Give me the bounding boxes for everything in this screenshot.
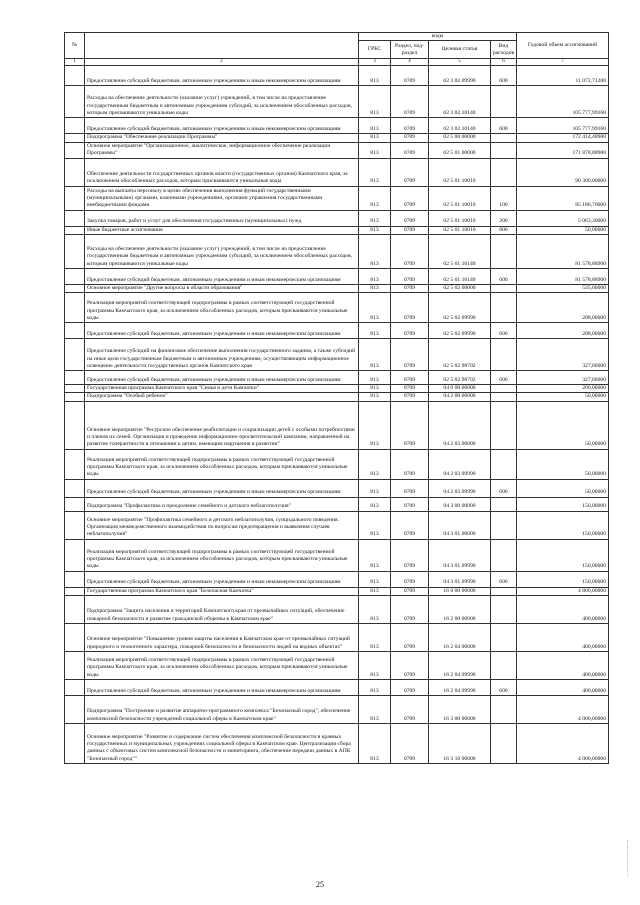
row-target-cell: 02 5 01 10010 bbox=[429, 158, 491, 186]
row-exptype-cell: 600 bbox=[491, 323, 517, 339]
margin-mark bbox=[627, 840, 629, 876]
row-exptype-cell bbox=[491, 696, 517, 724]
row-amount-cell: 327,60000 bbox=[517, 339, 609, 371]
page-number: 25 bbox=[316, 880, 324, 889]
row-target-cell: 04 2 03 00000 bbox=[429, 401, 491, 449]
colnum-3: 3 bbox=[359, 59, 391, 66]
row-name-cell: Обеспечение деятельности государственных органов власти (государственных органов) Камчатского края, за исключением обособленных расходов, которым присваиваются уникальные коды bbox=[85, 158, 359, 186]
row-grbs-cell: 813 bbox=[359, 210, 391, 226]
table-row bbox=[65, 449, 609, 479]
row-target-cell: 04 3 01 00000 bbox=[429, 511, 491, 539]
row-number-cell bbox=[65, 596, 85, 624]
row-amount-cell: 81 578,88900 bbox=[517, 268, 609, 284]
table-body bbox=[65, 66, 609, 764]
row-amount-cell: 4 000,00000 bbox=[517, 724, 609, 764]
row-name-cell: Предоставление субсидий бюджетным, автономным учреждениям и иным некоммерческим организациям bbox=[85, 268, 359, 284]
row-grbs-cell: 813 bbox=[359, 401, 391, 449]
row-exptype-cell: 600 bbox=[491, 268, 517, 284]
table-row bbox=[65, 401, 609, 449]
row-grbs-cell: 813 bbox=[359, 652, 391, 680]
colnum-6: 6 bbox=[491, 59, 517, 66]
row-section-cell: 0709 bbox=[391, 66, 429, 86]
row-exptype-cell bbox=[491, 401, 517, 449]
table-row bbox=[65, 385, 609, 393]
row-target-cell: 16 3 00 00000 bbox=[429, 696, 491, 724]
row-number-cell bbox=[65, 401, 85, 449]
row-amount-cell: 4 800,00000 bbox=[517, 587, 609, 595]
row-name-cell: Подпрограмма "Обеспечение реализации Программы" bbox=[85, 134, 359, 142]
row-name-cell: Основное мероприятие "Профилактика семейного и детского неблагополучия, суицидального поведения. Организация межведомственного взаимодействия по вопросам предотвращения и выявления случаев неблагополучия" bbox=[85, 511, 359, 539]
row-number-cell bbox=[65, 511, 85, 539]
row-name-cell: Предоставление субсидий бюджетным, автономным учреждениям и иным некоммерческим организациям bbox=[85, 680, 359, 696]
row-section-cell: 0709 bbox=[391, 371, 429, 385]
row-section-cell: 0709 bbox=[391, 323, 429, 339]
table-row bbox=[65, 624, 609, 652]
row-name-cell: Основное мероприятие "Повышение уровня защиты населения в Камчатском крае от чрезвычайных ситуаций природного и техногенного характера, пожарной безопасности и безопасности людей на водных объектах" bbox=[85, 624, 359, 652]
row-target-cell: 02 3 02 10140 bbox=[429, 118, 491, 134]
row-amount-cell: 327,60000 bbox=[517, 371, 609, 385]
row-target-cell: 16 2 04 00000 bbox=[429, 624, 491, 652]
row-amount-cell: 5 063,30000 bbox=[517, 210, 609, 226]
row-number-cell bbox=[65, 497, 85, 511]
row-section-cell: 0709 bbox=[391, 680, 429, 696]
row-exptype-cell: 600 bbox=[491, 371, 517, 385]
row-exptype-cell bbox=[491, 234, 517, 268]
row-target-cell: 02 5 01 00000 bbox=[429, 142, 491, 158]
colnum-4: 4 bbox=[391, 59, 429, 66]
row-amount-cell: 150,00000 bbox=[517, 497, 609, 511]
table-row bbox=[65, 284, 609, 292]
table-row bbox=[65, 268, 609, 284]
row-section-cell: 0709 bbox=[391, 624, 429, 652]
table-row bbox=[65, 497, 609, 511]
table-row bbox=[65, 118, 609, 134]
row-target-cell: 16 0 00 00000 bbox=[429, 587, 491, 595]
row-section-cell: 0709 bbox=[391, 497, 429, 511]
row-number-cell bbox=[65, 158, 85, 186]
row-section-cell: 0709 bbox=[391, 118, 429, 134]
row-section-cell: 0709 bbox=[391, 571, 429, 587]
row-exptype-cell bbox=[491, 652, 517, 680]
row-number-cell bbox=[65, 293, 85, 323]
row-target-cell: 04 3 00 00000 bbox=[429, 497, 491, 511]
row-target-cell: 04 0 00 00000 bbox=[429, 385, 491, 393]
row-exptype-cell bbox=[491, 385, 517, 393]
row-exptype-cell: 600 bbox=[491, 680, 517, 696]
row-amount-cell: 150,00000 bbox=[517, 571, 609, 587]
table-row bbox=[65, 234, 609, 268]
row-number-cell bbox=[65, 234, 85, 268]
row-name-cell: Предоставление субсидий на финансовое обеспечение выполнения государственного задания, а также субсидий на иные цели государственным бюджетным и автономным учреждениям, осуществляющим информационное освещение деятельности государственных органов Камчатского края bbox=[85, 339, 359, 371]
row-number-cell bbox=[65, 393, 85, 401]
row-exptype-cell: 800 bbox=[491, 226, 517, 234]
row-amount-cell: 105 777,99160 bbox=[517, 86, 609, 118]
table-row bbox=[65, 596, 609, 624]
header-exptype: Вид расходов bbox=[491, 41, 517, 59]
row-number-cell bbox=[65, 66, 85, 86]
row-amount-cell: 200,00000 bbox=[517, 385, 609, 393]
row-target-cell: 02 3 02 10140 bbox=[429, 86, 491, 118]
row-amount-cell: 400,00000 bbox=[517, 652, 609, 680]
row-target-cell: 04 2 03 09990 bbox=[429, 479, 491, 497]
header-num: № bbox=[65, 33, 85, 59]
row-section-cell: 0709 bbox=[391, 134, 429, 142]
row-section-cell: 0709 bbox=[391, 186, 429, 210]
row-target-cell: 04 2 03 09990 bbox=[429, 449, 491, 479]
row-number-cell bbox=[65, 624, 85, 652]
table-row bbox=[65, 571, 609, 587]
row-exptype-cell bbox=[491, 284, 517, 292]
table-row bbox=[65, 479, 609, 497]
row-name-cell: Предоставление субсидий бюджетным, автономным учреждениям и иным некоммерческим организациям bbox=[85, 118, 359, 134]
row-section-cell: 0709 bbox=[391, 539, 429, 571]
row-number-cell bbox=[65, 118, 85, 134]
colnum-5: 5 bbox=[429, 59, 491, 66]
row-name-cell: Основное мероприятие "Организационное, аналитическое, информационное обеспечение реализации Программы" bbox=[85, 142, 359, 158]
row-amount-cell: 105 777,99160 bbox=[517, 118, 609, 134]
row-target-cell: 02 3 02 09990 bbox=[429, 66, 491, 86]
row-grbs-cell: 813 bbox=[359, 497, 391, 511]
row-amount-cell: 11 072,71200 bbox=[517, 66, 609, 86]
row-amount-cell: 50,00000 bbox=[517, 226, 609, 234]
row-exptype-cell bbox=[491, 293, 517, 323]
row-name-cell: Расходы на выплаты персоналу в целях обеспечения выполнения функций государственными (муниципальными) органами, казенными учреждениями, органами управления государственными внебюджетными фондами bbox=[85, 186, 359, 210]
header-section: Раздел, под-раздел bbox=[391, 41, 429, 59]
row-name-cell: Расходы на обеспечение деятельности (оказание услуг) учреждений, в том числе на предоставление государственным бюджетным и автономным учреждениям субсидий, за исключением обособленных расходов, которым присваиваются уникальные коды bbox=[85, 234, 359, 268]
row-exptype-cell bbox=[491, 86, 517, 118]
table-row bbox=[65, 142, 609, 158]
row-exptype-cell: 600 bbox=[491, 479, 517, 497]
row-grbs-cell: 813 bbox=[359, 511, 391, 539]
row-number-cell bbox=[65, 186, 85, 210]
row-name-cell: Основное мероприятие "Ресурсное обеспечение реабилитации и социализации детей с особыми потребностями и членов их семей. Организация и проведение информационно-просветительской кампании, направленной на развитие толерантности в отношении к детям, имеющим нарушения в развитии" bbox=[85, 401, 359, 449]
row-name-cell: Предоставление субсидий бюджетным, автономным учреждениям и иным некоммерческим организациям bbox=[85, 66, 359, 86]
header-target: Целевая статья bbox=[429, 41, 491, 59]
row-amount-cell: 4 000,00000 bbox=[517, 696, 609, 724]
row-number-cell bbox=[65, 134, 85, 142]
row-amount-cell: 85 186,70000 bbox=[517, 186, 609, 210]
row-target-cell: 04 3 01 09990 bbox=[429, 571, 491, 587]
row-amount-cell: 50,00000 bbox=[517, 401, 609, 449]
colnum-1: 1 bbox=[65, 59, 85, 66]
row-name-cell: Основное мероприятие "Другие вопросы в области образования" bbox=[85, 284, 359, 292]
row-name-cell: Подпрограмма "Профилактика и преодоление семейного и детского неблагополучия" bbox=[85, 497, 359, 511]
row-target-cell: 16 2 04 09990 bbox=[429, 680, 491, 696]
row-exptype-cell: 200 bbox=[491, 210, 517, 226]
row-grbs-cell: 813 bbox=[359, 134, 391, 142]
row-number-cell bbox=[65, 142, 85, 158]
row-number-cell bbox=[65, 86, 85, 118]
row-section-cell: 0709 bbox=[391, 142, 429, 158]
row-target-cell: 04 2 00 00000 bbox=[429, 393, 491, 401]
row-section-cell: 0709 bbox=[391, 268, 429, 284]
row-name-cell: Государственная программа Камчатского края "Семья и дети Камчатки" bbox=[85, 385, 359, 393]
row-amount-cell: 90 300,00000 bbox=[517, 158, 609, 186]
row-grbs-cell: 813 bbox=[359, 385, 391, 393]
row-name-cell: Предоставление субсидий бюджетным, автономным учреждениям и иным некоммерческим организациям bbox=[85, 323, 359, 339]
row-grbs-cell: 813 bbox=[359, 284, 391, 292]
row-target-cell: 02 5 01 10140 bbox=[429, 268, 491, 284]
row-grbs-cell: 813 bbox=[359, 158, 391, 186]
row-exptype-cell bbox=[491, 724, 517, 764]
row-grbs-cell: 813 bbox=[359, 142, 391, 158]
table-row bbox=[65, 226, 609, 234]
row-grbs-cell: 813 bbox=[359, 393, 391, 401]
table-row bbox=[65, 539, 609, 571]
row-name-cell: Реализация мероприятий соответствующей подпрограммы в рамках соответствующей государственной программы Камчатского края, за исключением обособленных расходов, которым присваиваются уникальные коды bbox=[85, 293, 359, 323]
row-grbs-cell: 813 bbox=[359, 696, 391, 724]
row-amount-cell: 400,00000 bbox=[517, 596, 609, 624]
row-exptype-cell bbox=[491, 158, 517, 186]
row-exptype-cell bbox=[491, 497, 517, 511]
row-exptype-cell bbox=[491, 624, 517, 652]
row-amount-cell: 50,00000 bbox=[517, 479, 609, 497]
row-section-cell: 0709 bbox=[391, 86, 429, 118]
table-row bbox=[65, 652, 609, 680]
row-exptype-cell bbox=[491, 511, 517, 539]
row-exptype-cell bbox=[491, 142, 517, 158]
table-row bbox=[65, 186, 609, 210]
row-number-cell bbox=[65, 724, 85, 764]
row-number-cell bbox=[65, 571, 85, 587]
table-row bbox=[65, 66, 609, 86]
row-number-cell bbox=[65, 680, 85, 696]
colnum-2: 2 bbox=[85, 59, 359, 66]
row-number-cell bbox=[65, 210, 85, 226]
row-number-cell bbox=[65, 268, 85, 284]
row-target-cell: 02 5 02 00000 bbox=[429, 284, 491, 292]
row-number-cell bbox=[65, 539, 85, 571]
table-row bbox=[65, 696, 609, 724]
row-section-cell: 0709 bbox=[391, 724, 429, 764]
row-grbs-cell: 813 bbox=[359, 234, 391, 268]
table-row bbox=[65, 210, 609, 226]
row-name-cell: Предоставление субсидий бюджетным, автономным учреждениям и иным некоммерческим организациям bbox=[85, 371, 359, 385]
row-target-cell: 02 5 02 98702 bbox=[429, 339, 491, 371]
row-exptype-cell: 100 bbox=[491, 186, 517, 210]
table-row bbox=[65, 587, 609, 595]
row-target-cell: 02 5 00 00000 bbox=[429, 134, 491, 142]
row-name-cell: Реализация мероприятий соответствующей подпрограммы в рамках соответствующей государственной программы Камчатского края, за исключением обособленных расходов, которым присваиваются уникальные коды bbox=[85, 539, 359, 571]
row-target-cell: 16 3 10 00000 bbox=[429, 724, 491, 764]
row-grbs-cell: 813 bbox=[359, 479, 391, 497]
row-amount-cell: 400,00000 bbox=[517, 680, 609, 696]
row-number-cell bbox=[65, 284, 85, 292]
row-number-cell bbox=[65, 385, 85, 393]
table-row bbox=[65, 371, 609, 385]
row-section-cell: 0709 bbox=[391, 652, 429, 680]
row-exptype-cell: 600 bbox=[491, 66, 517, 86]
row-number-cell bbox=[65, 587, 85, 595]
row-amount-cell: 208,00000 bbox=[517, 293, 609, 323]
header-name bbox=[85, 33, 359, 59]
table-row bbox=[65, 158, 609, 186]
colnum-7: 7 bbox=[517, 59, 609, 66]
row-grbs-cell: 813 bbox=[359, 323, 391, 339]
row-amount-cell: 50,00000 bbox=[517, 449, 609, 479]
row-number-cell bbox=[65, 371, 85, 385]
row-grbs-cell: 813 bbox=[359, 293, 391, 323]
row-section-cell: 0709 bbox=[391, 401, 429, 449]
row-name-cell: Реализация мероприятий соответствующей подпрограммы в рамках соответствующей государственной программы Камчатского края, за исключением обособленных расходов, которым присваиваются уникальные коды bbox=[85, 652, 359, 680]
table-row bbox=[65, 511, 609, 539]
row-target-cell: 16 2 04 09990 bbox=[429, 652, 491, 680]
row-number-cell bbox=[65, 226, 85, 234]
column-numbers-row bbox=[65, 59, 609, 66]
row-amount-cell: 172 414,48900 bbox=[517, 134, 609, 142]
table-row bbox=[65, 393, 609, 401]
row-grbs-cell: 813 bbox=[359, 587, 391, 595]
row-number-cell bbox=[65, 339, 85, 371]
row-number-cell bbox=[65, 652, 85, 680]
row-target-cell: 02 5 02 09990 bbox=[429, 323, 491, 339]
row-grbs-cell: 813 bbox=[359, 449, 391, 479]
row-target-cell: 02 5 02 98702 bbox=[429, 371, 491, 385]
row-exptype-cell bbox=[491, 449, 517, 479]
row-name-cell: Предоставление субсидий бюджетным, автономным учреждениям и иным некоммерческим организациям bbox=[85, 571, 359, 587]
row-exptype-cell bbox=[491, 393, 517, 401]
row-section-cell: 0709 bbox=[391, 210, 429, 226]
row-section-cell: 0709 bbox=[391, 234, 429, 268]
row-section-cell: 0709 bbox=[391, 293, 429, 323]
row-target-cell: 02 5 01 10010 bbox=[429, 226, 491, 234]
row-number-cell bbox=[65, 479, 85, 497]
row-section-cell: 0709 bbox=[391, 587, 429, 595]
header-volume: Годовой объем ассигнований bbox=[517, 33, 609, 59]
row-amount-cell: 50,00000 bbox=[517, 393, 609, 401]
row-target-cell: 02 5 01 10010 bbox=[429, 186, 491, 210]
row-target-cell: 04 3 01 09990 bbox=[429, 539, 491, 571]
table-row bbox=[65, 323, 609, 339]
row-grbs-cell: 813 bbox=[359, 66, 391, 86]
row-grbs-cell: 813 bbox=[359, 596, 391, 624]
row-amount-cell: 150,00000 bbox=[517, 539, 609, 571]
row-target-cell: 02 5 02 09990 bbox=[429, 293, 491, 323]
row-section-cell: 0709 bbox=[391, 479, 429, 497]
row-grbs-cell: 813 bbox=[359, 624, 391, 652]
row-number-cell bbox=[65, 323, 85, 339]
row-amount-cell: 535,60000 bbox=[517, 284, 609, 292]
row-exptype-cell bbox=[491, 596, 517, 624]
row-section-cell: 0709 bbox=[391, 696, 429, 724]
row-amount-cell: 150,00000 bbox=[517, 511, 609, 539]
row-section-cell: 0709 bbox=[391, 158, 429, 186]
row-amount-cell: 208,00000 bbox=[517, 323, 609, 339]
row-name-cell: Предоставление субсидий бюджетным, автономным учреждениям и иным некоммерческим организациям bbox=[85, 479, 359, 497]
table-row bbox=[65, 339, 609, 371]
row-name-cell: Подпрограмма "Построение и развитие аппаратно-программного комплекса "Безопасный город", обеспечение комплексной безопасности учреждений социальной сферы в Камчатском крае" bbox=[85, 696, 359, 724]
row-target-cell: 16 2 00 00000 bbox=[429, 596, 491, 624]
header-grbs: ГРБС bbox=[359, 41, 391, 59]
row-section-cell: 0709 bbox=[391, 596, 429, 624]
row-section-cell: 0709 bbox=[391, 511, 429, 539]
row-exptype-cell bbox=[491, 134, 517, 142]
table-row bbox=[65, 293, 609, 323]
row-grbs-cell: 813 bbox=[359, 268, 391, 284]
row-section-cell: 0709 bbox=[391, 449, 429, 479]
header-codes: коды bbox=[359, 33, 517, 41]
row-exptype-cell: 600 bbox=[491, 118, 517, 134]
row-target-cell: 02 5 01 10140 bbox=[429, 234, 491, 268]
row-section-cell: 0709 bbox=[391, 393, 429, 401]
row-grbs-cell: 813 bbox=[359, 680, 391, 696]
row-section-cell: 0709 bbox=[391, 385, 429, 393]
table-row bbox=[65, 724, 609, 764]
row-exptype-cell bbox=[491, 339, 517, 371]
row-name-cell: Реализация мероприятий соответствующей подпрограммы в рамках соответствующей государственной программы Камчатского края, за исключением обособленных расходов, которым присваиваются уникальные коды bbox=[85, 449, 359, 479]
row-grbs-cell: 813 bbox=[359, 571, 391, 587]
row-name-cell: Подпрограмма "Особый ребенок" bbox=[85, 393, 359, 401]
row-grbs-cell: 813 bbox=[359, 339, 391, 371]
row-section-cell: 0709 bbox=[391, 339, 429, 371]
row-exptype-cell bbox=[491, 539, 517, 571]
row-number-cell bbox=[65, 696, 85, 724]
row-grbs-cell: 813 bbox=[359, 226, 391, 234]
row-number-cell bbox=[65, 449, 85, 479]
row-amount-cell: 171 878,88900 bbox=[517, 142, 609, 158]
row-name-cell: Подпрограмма "Защита населения и территорий Камчатского края от чрезвычайных ситуаций, обеспечение пожарной безопасности и развитие гражданской обороны в Камчатском крае" bbox=[85, 596, 359, 624]
row-exptype-cell: 600 bbox=[491, 571, 517, 587]
table-row bbox=[65, 680, 609, 696]
row-section-cell: 0709 bbox=[391, 226, 429, 234]
row-amount-cell: 81 578,88900 bbox=[517, 234, 609, 268]
row-name-cell: Основное мероприятие "Развитие и содержание систем обеспечения комплексной безопасности в краевых государственных и муниципальных учреждениях социальной сферы в Камчатском крае. Централизация сбора данных с объектовых систем комплексной безопасности и мониторинга, обеспечение передачи данных в АПК "Безопасный город"" bbox=[85, 724, 359, 764]
row-grbs-cell: 813 bbox=[359, 539, 391, 571]
row-exptype-cell bbox=[491, 587, 517, 595]
row-name-cell: Закупка товаров, работ и услуг для обеспечения государственных (муниципальных) нужд bbox=[85, 210, 359, 226]
row-grbs-cell: 813 bbox=[359, 86, 391, 118]
row-section-cell: 0709 bbox=[391, 284, 429, 292]
row-target-cell: 02 5 01 10010 bbox=[429, 210, 491, 226]
row-grbs-cell: 813 bbox=[359, 118, 391, 134]
row-name-cell: Расходы на обеспечение деятельности (оказание услуг) учреждений, в том числе на предоставление государственным бюджетным и автономным учреждениям субсидий, за исключением обособленных расходов, которым присваиваются уникальные коды bbox=[85, 86, 359, 118]
table-row bbox=[65, 86, 609, 118]
table-row bbox=[65, 134, 609, 142]
row-grbs-cell: 813 bbox=[359, 724, 391, 764]
row-grbs-cell: 813 bbox=[359, 186, 391, 210]
budget-table bbox=[64, 32, 609, 764]
row-amount-cell: 400,00000 bbox=[517, 624, 609, 652]
row-name-cell: Иные бюджетные ассигнования bbox=[85, 226, 359, 234]
row-name-cell: Государственная программа Камчатского края "Безопасная Камчатка" bbox=[85, 587, 359, 595]
row-grbs-cell: 813 bbox=[359, 371, 391, 385]
